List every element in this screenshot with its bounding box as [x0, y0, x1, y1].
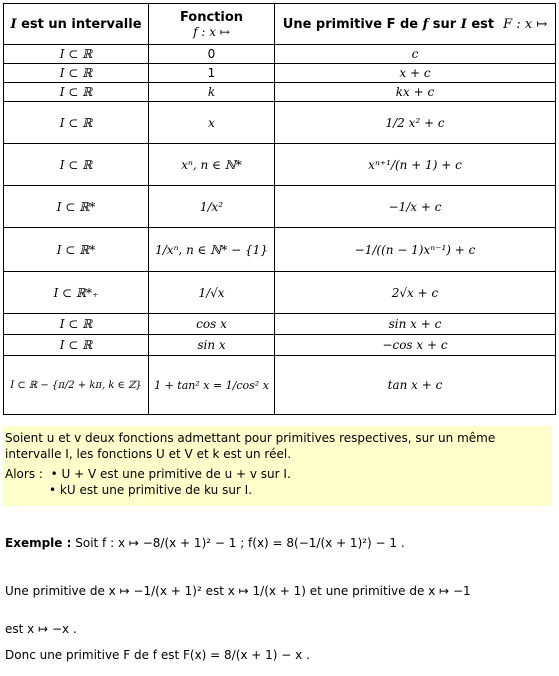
- header-function: Fonction f : x ↦: [149, 4, 275, 45]
- interval-cell: I ⊂ ℝ: [4, 144, 149, 186]
- interval-cell: I ⊂ ℝ*: [4, 228, 149, 272]
- properties-note: [3, 426, 551, 506]
- interval-cell: I ⊂ ℝ*: [4, 186, 149, 228]
- function-cell: 1: [149, 64, 275, 83]
- primitive-cell: 2√x + c: [275, 272, 556, 314]
- primitive-cell: −cos x + c: [275, 335, 556, 356]
- table-row: [4, 314, 556, 335]
- table-row: [4, 144, 556, 186]
- interval-cell: I ⊂ ℝ*₊: [4, 272, 149, 314]
- table-header-row: [4, 4, 556, 45]
- bullet-dot: •: [49, 483, 60, 497]
- function-cell: 1/x²: [149, 186, 275, 228]
- primitive-cell: 1/2 x² + c: [275, 102, 556, 144]
- example-definition: Soit f : x ↦ −8/(x + 1)² − 1 ; f(x) = 8(−1/(x + 1)²) − 1 .: [75, 536, 405, 550]
- bullet-dot: •: [46, 467, 62, 481]
- function-cell: 1/xⁿ, n ∈ ℕ* − {1}: [149, 228, 275, 272]
- header-function-sub: f : x ↦: [193, 24, 230, 39]
- interval-cell: I ⊂ ℝ: [4, 83, 149, 102]
- primitive-cell: sin x + c: [275, 314, 556, 335]
- primitive-cell: −1/x + c: [275, 186, 556, 228]
- primitive-cell: x + c: [275, 64, 556, 83]
- table-row: [4, 335, 556, 356]
- table-row: [4, 102, 556, 144]
- example-line-3: est x ↦ −x .: [5, 622, 77, 636]
- interval-cell: I ⊂ ℝ: [4, 102, 149, 144]
- interval-cell: I ⊂ ℝ: [4, 64, 149, 83]
- interval-cell: I ⊂ ℝ − {π/2 + kπ, k ∈ ℤ}: [4, 356, 149, 415]
- function-cell: cos x: [149, 314, 275, 335]
- note-bullet-1: U + V est une primitive de u + v sur I.: [61, 467, 291, 481]
- primitive-cell: tan x + c: [275, 356, 556, 415]
- note-bullet-2: kU est une primitive de ku sur I.: [59, 483, 253, 497]
- primitive-cell: −1/((n − 1)xⁿ⁻¹) + c: [275, 228, 556, 272]
- table-row: [4, 186, 556, 228]
- function-cell: sin x: [149, 335, 275, 356]
- table-row: [4, 272, 556, 314]
- function-cell: 1 + tan² x = 1/cos² x: [149, 356, 275, 415]
- example-line-2: Une primitive de x ↦ −1/(x + 1)² est x ↦ 1/(x + 1) et une primitive de x ↦ −1: [5, 584, 471, 598]
- primitive-cell: c: [275, 45, 556, 64]
- note-alors: Alors :: [5, 467, 43, 481]
- function-cell: k: [149, 83, 275, 102]
- example-line-4: Donc une primitive F de f est F(x) = 8/(x + 1) − x .: [5, 648, 310, 662]
- example-label: Exemple :: [5, 536, 72, 550]
- table-row: [4, 45, 556, 64]
- table-row: [4, 64, 556, 83]
- function-cell: 1/√x: [149, 272, 275, 314]
- primitive-cell: kx + c: [275, 83, 556, 102]
- note-intro: Soient u et v deux fonctions admettant pour primitives respectives, sur un même intervalle I, les fonctions U et V et k est un réel.: [5, 431, 496, 461]
- primitives-table: [3, 3, 556, 415]
- table-row: [4, 356, 556, 415]
- table-row: [4, 228, 556, 272]
- primitive-cell: xⁿ⁺¹/(n + 1) + c: [275, 144, 556, 186]
- header-primitive: Une primitive F de f sur I est F : x ↦: [275, 4, 556, 45]
- function-cell: 0: [149, 45, 275, 64]
- example-line-1: [5, 536, 405, 550]
- function-cell: x: [149, 102, 275, 144]
- interval-cell: I ⊂ ℝ: [4, 335, 149, 356]
- function-cell: xⁿ, n ∈ ℕ*: [149, 144, 275, 186]
- interval-cell: I ⊂ ℝ: [4, 45, 149, 64]
- table-row: [4, 83, 556, 102]
- header-interval: I est un intervalle: [4, 4, 149, 45]
- interval-cell: I ⊂ ℝ: [4, 314, 149, 335]
